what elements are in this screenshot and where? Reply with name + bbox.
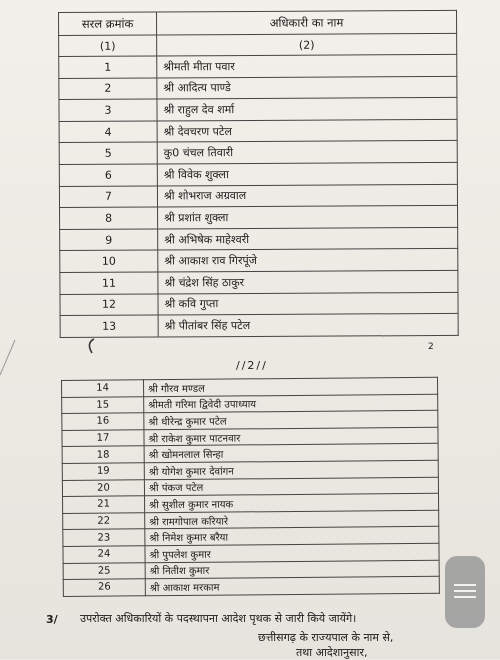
serial-number-cell: 18 [62, 446, 144, 463]
officer-name-cell: श्री योगेश कुमार देवांगन [144, 460, 438, 479]
serial-number-cell: 21 [63, 496, 145, 513]
serial-number-cell: 25 [63, 562, 145, 579]
officer-name-cell: श्री खोमनलाल सिन्हा [144, 444, 438, 463]
serial-number-cell: 16 [62, 413, 144, 430]
officer-name-cell: श्री राकेश कुमार पाटनवार [144, 427, 438, 446]
handwritten-mark [89, 339, 94, 353]
serial-number-cell: 15 [62, 396, 144, 413]
signature-line-1: छत्तीसगढ़ के राज्यपाल के नाम से, [258, 631, 394, 644]
serial-number-cell: 2 [59, 78, 157, 100]
page-fold-line [0, 340, 15, 375]
serial-number-cell: 9 [60, 229, 158, 251]
officer-name-header: अधिकारी का नाम [157, 10, 457, 35]
serial-number-cell: 8 [60, 207, 158, 229]
serial-number-cell: 11 [60, 272, 158, 294]
officer-name-cell: श्री कवि गुप्ता [158, 292, 458, 315]
table-row [63, 576, 439, 596]
column-number-row [59, 33, 457, 56]
table-row [59, 162, 457, 186]
paragraph-text: उपरोक्त अधिकारियों के पदस्थापना आदेश पृथक से जारी किये जायेंगे। [80, 612, 357, 625]
officer-name-cell: श्री सुशील कुमार नायक [145, 493, 439, 512]
officer-name-cell: श्री राहुल देव शर्मा [157, 98, 457, 121]
table-row [59, 54, 457, 78]
serial-number-cell: 24 [63, 546, 145, 563]
officer-name-cell: श्री निमेश कुमार बरैया [145, 527, 439, 546]
officer-name-cell: श्री शोभराज अग्रवाल [157, 184, 457, 207]
table-row [60, 292, 458, 316]
serial-number-cell: 26 [63, 579, 145, 596]
serial-number-cell: 4 [59, 121, 157, 143]
table-row [59, 76, 457, 100]
officer-name-cell: कु0 चंचल तिवारी [157, 141, 457, 164]
officer-name-cell: श्रीमती गरिमा द्विवेदी उपाध्याय [144, 394, 438, 413]
officer-name-cell: श्री नितीश कुमार [145, 560, 439, 579]
table-row [60, 227, 458, 251]
table-row [59, 98, 457, 122]
officer-name-cell: श्री विवेक शुक्ला [157, 162, 457, 185]
paragraph-number: 3/ [46, 613, 58, 626]
officer-name-cell: श्री पीतांबर सिंह पटेल [158, 314, 458, 337]
officer-name-cell: श्री गौरव मण्डल [144, 377, 438, 396]
serial-number-cell: 19 [62, 463, 144, 480]
serial-number-cell: 7 [59, 186, 157, 208]
officer-table-1-body [59, 33, 459, 337]
officer-name-cell: श्री पुपलेश कुमार [145, 543, 439, 562]
officer-name-cell: श्री देवचरण पटेल [157, 119, 457, 142]
table-row [60, 249, 458, 273]
scroll-handle-line-1 [454, 584, 476, 586]
serial-number-cell: 1 [59, 56, 157, 78]
serial-number-cell: 3 [59, 99, 157, 121]
table-row [59, 119, 457, 143]
officer-name-cell: श्री आकाश राव गिरपूंजे [158, 249, 458, 272]
officer-name-cell: श्री रामगोपाल करियारे [145, 510, 439, 529]
officer-name-cell: श्री प्रशांत शुक्ला [158, 206, 458, 229]
serial-number-cell: 14 [62, 380, 144, 397]
scroll-handle-line-3 [454, 596, 476, 598]
table-row [60, 270, 458, 294]
officer-name-cell: श्री पंकज पटेल [144, 477, 438, 496]
scroll-handle-line-2 [454, 590, 476, 592]
page-number: 2 [428, 342, 434, 352]
officer-name-cell: श्री अभिषेक माहेश्वरी [158, 227, 458, 250]
serial-number-cell: 20 [62, 479, 144, 496]
officer-name-cell: श्री चंद्रेश सिंह ठाकुर [158, 270, 458, 293]
table-row [59, 184, 457, 208]
table-header-row [59, 10, 457, 35]
column-number-2: (2) [157, 33, 457, 56]
serial-number-cell: 22 [63, 513, 145, 530]
officer-name-cell: श्री आदित्य पाण्डे [157, 76, 457, 99]
serial-number-cell: 5 [59, 142, 157, 164]
officer-table-1 [58, 10, 459, 338]
serial-number-cell: 12 [60, 294, 158, 316]
serial-number-cell: 17 [62, 430, 144, 447]
officer-table-2 [61, 377, 440, 597]
officer-name-cell: श्रीमती मीता पवार [157, 54, 457, 77]
serial-number-cell: 10 [60, 250, 158, 272]
serial-number-header: सरल क्रमांक [59, 12, 157, 36]
column-number-1: (1) [59, 35, 157, 57]
officer-table-2-body [62, 377, 440, 596]
table-row [60, 314, 458, 338]
table-row [60, 206, 458, 230]
table-row [59, 141, 457, 165]
serial-number-cell: 13 [60, 315, 158, 337]
officer-name-cell: श्री धीरेन्द्र कुमार पटेल [144, 410, 438, 429]
serial-number-cell: 23 [63, 529, 145, 546]
scroll-handle[interactable] [445, 556, 485, 628]
officer-name-cell: श्री आकाश मरकाम [145, 576, 439, 595]
signature-line-2: तथा आदेशानुसार, [296, 646, 368, 659]
serial-number-cell: 6 [59, 164, 157, 186]
page-marker: //2// [236, 359, 268, 372]
